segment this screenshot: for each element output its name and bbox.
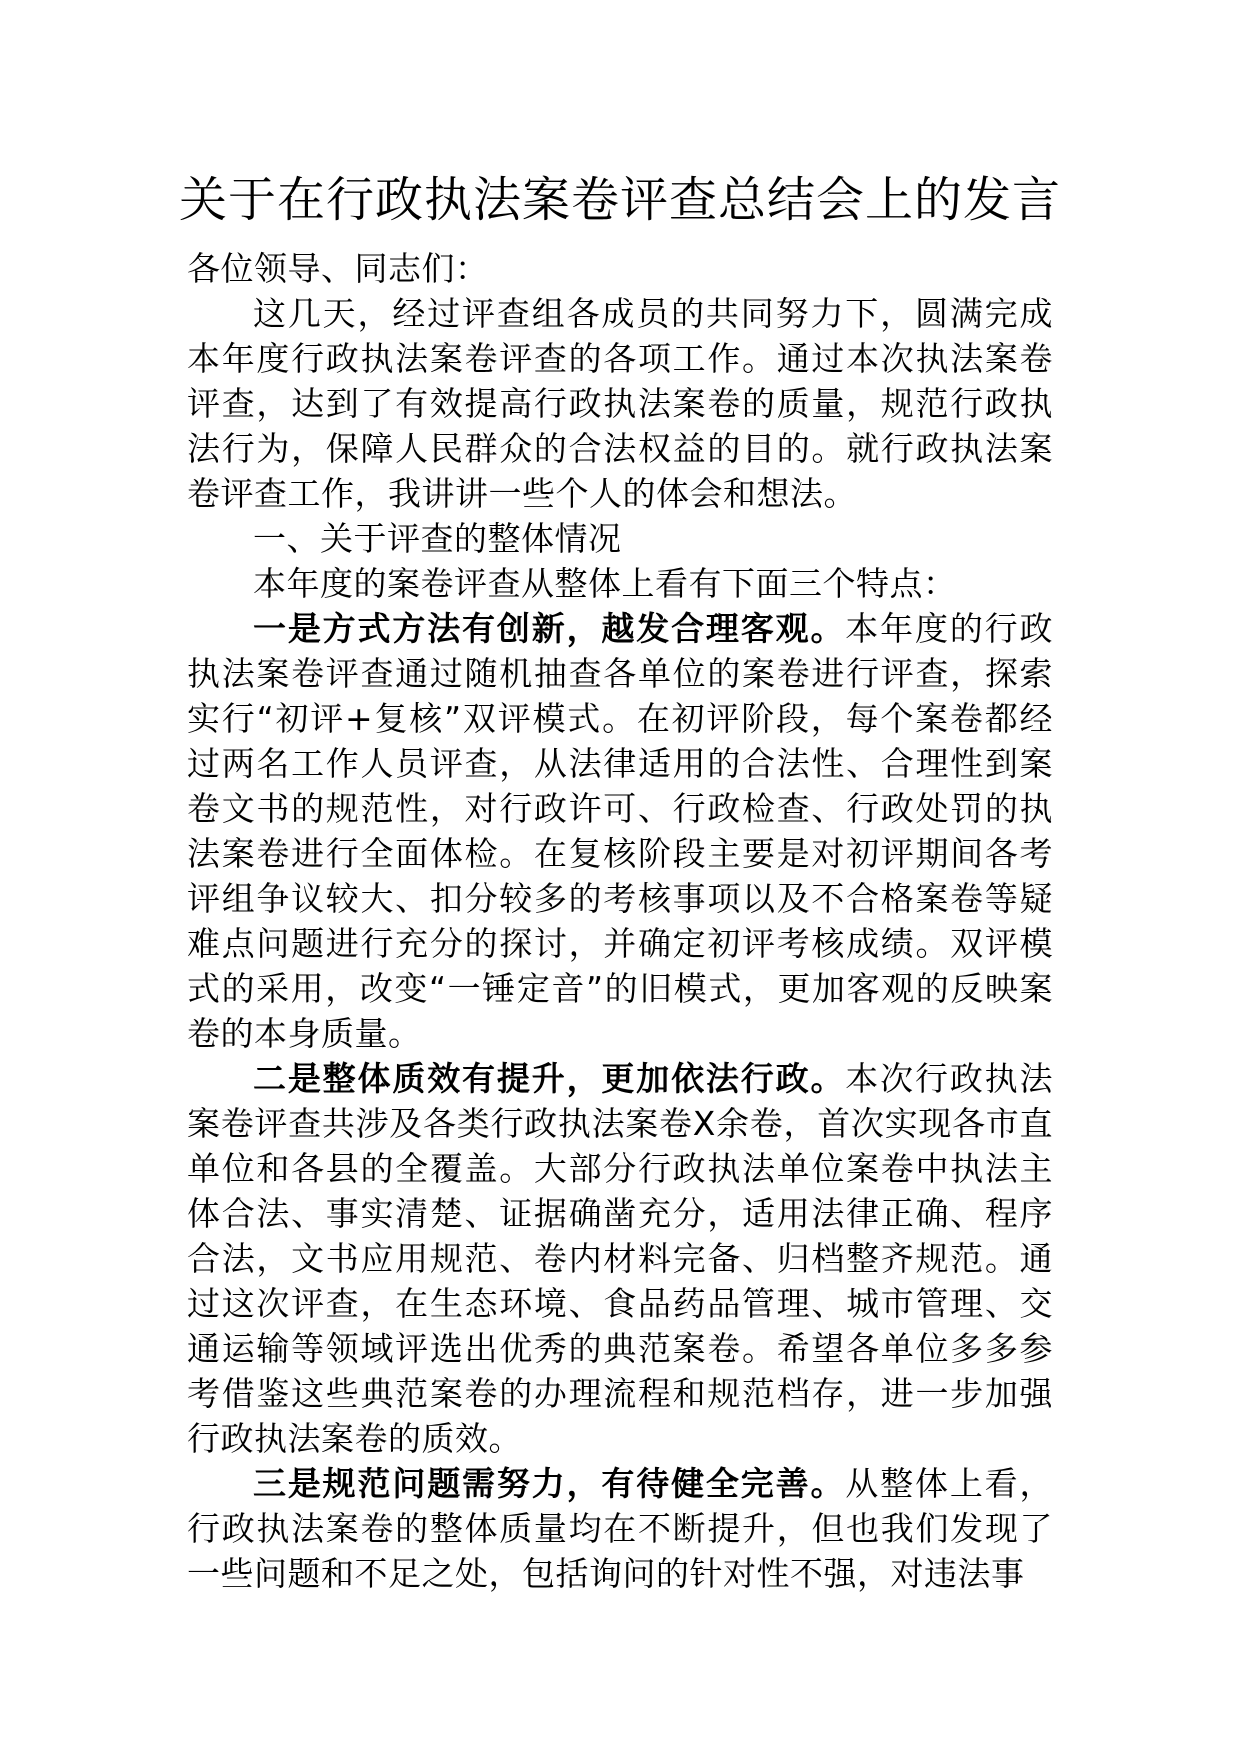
point-text-1: 本年度的行政执法案卷评查通过随机抽查各单位的案卷进行评查，探索实行“初评+复核”双评模式。在初评阶段，每个案卷都经过两名工作人员评查，从法律适用的合法性、合理性到案卷文书的规范性，对行政许可、行政检查、行政处罚的执法案卷进行全面体检。在复核阶段主要是对初评期间各考评组争议较大、扣分较多的考核事项以及不合格案卷等疑难点问题进行充分的探讨，并确定初评考核成绩。双评模式的采用，改变“一锤定音”的旧模式，更加客观的反映案卷的本身质量。 <box>187 609 1054 1053</box>
section-lead-paragraph: 本年度的案卷评查从整体上看有下面三个特点： <box>253 564 957 603</box>
document-body <box>187 246 1053 1596</box>
salutation: 各位领导、同志们： <box>187 249 489 288</box>
document-title: 关于在行政执法案卷评查总结会上的发言 <box>178 172 1061 228</box>
point-text-3: 从整体上看，行政执法案卷的整体质量均在不断提升，但也我们发现了一些问题和不足之处，包括询问的针对性不强，对违法事 <box>187 1464 1054 1593</box>
section-heading: 一、关于评查的整体情况 <box>253 519 622 558</box>
point-paragraph-1 <box>187 606 1053 1056</box>
point-text-2: 本次行政执法案卷评查共涉及各类行政执法案卷X余卷，首次实现各市直单位和各县的全覆盖。大部分行政执法单位案卷中执法主体合法、事实清楚、证据确凿充分，适用法律正确、程序合法，文书应用规范、卷内材料完备、归档整齐规范。通过这次评查，在生态环境、食品药品管理、城市管理、交通运输等领域评选出优秀的典范案卷。希望各单位多多参考借鉴这些典范案卷的办理流程和规范档存，进一步加强行政执法案卷的质效。 <box>187 1059 1054 1458</box>
point-lead-2: 二是整体质效有提升，更加依法行政。 <box>253 1059 846 1098</box>
intro-paragraph: 这几天，经过评查组各成员的共同努力下，圆满完成本年度行政执法案卷评查的各项工作。通过本次执法案卷评查，达到了有效提高行政执法案卷的质量，规范行政执法行为，保障人民群众的合法权益的目的。就行政执法案卷评查工作，我讲讲一些个人的体会和想法。 <box>187 294 1053 513</box>
point-paragraph-3 <box>187 1461 1053 1596</box>
point-paragraph-2 <box>187 1056 1053 1461</box>
point-lead-1: 一是方式方法有创新，越发合理客观。 <box>253 609 846 648</box>
point-lead-3: 三是规范问题需努力，有待健全完善。 <box>253 1464 846 1503</box>
